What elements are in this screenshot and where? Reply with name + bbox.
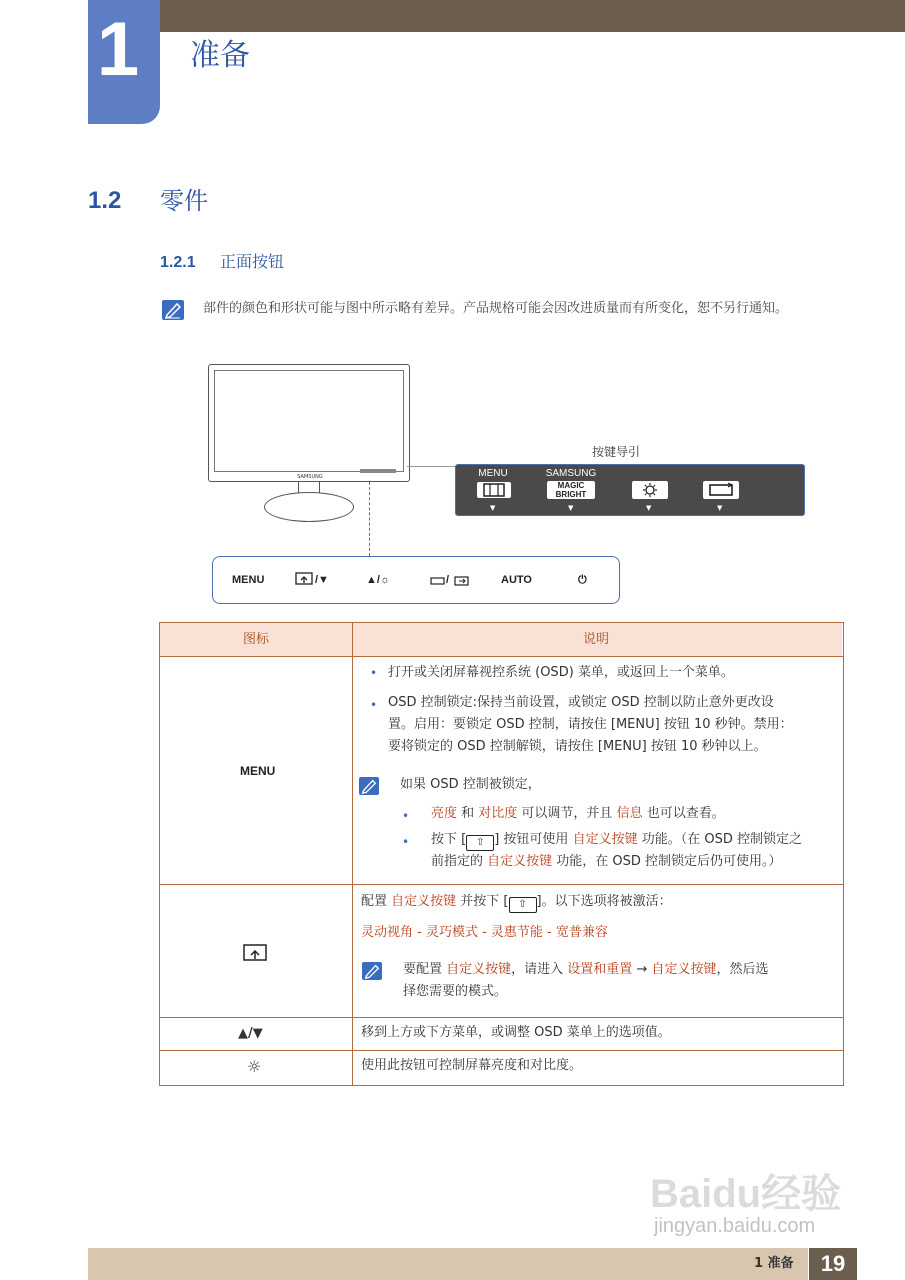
bullet-icon: • <box>402 809 410 823</box>
key-guide-arrow-icon: ▼ <box>717 504 723 512</box>
table-header-description: 说明 <box>583 632 610 647</box>
strip-power-button: ⏻ <box>578 574 587 586</box>
footer-chapter-label: 1 准备 <box>754 1256 794 1271</box>
brightness-icon <box>632 481 668 499</box>
table-divider <box>159 1050 843 1051</box>
chapter-number: 1 <box>96 7 140 92</box>
row-icon-menu: MENU <box>240 764 276 778</box>
custom-key-icon <box>295 571 313 585</box>
table-divider <box>159 884 843 885</box>
section-number: 1.2 <box>88 187 122 214</box>
monitor-front-buttons <box>360 469 396 473</box>
menu-note-sub2: 按下 [ ⇧ ] 按钮可使用 自定义按键 功能。（在 OSD 控制锁定之 前指定的 自定义按键 功能，在 OSD 控制锁定后仍可使用。） <box>431 832 802 869</box>
menu-desc-bullet1: 打开或关闭屏幕视控系统 (OSD) 菜单，或返回上一个菜单。 <box>388 665 734 680</box>
note-intro-text: 部件的颜色和形状可能与图中所示略有差异。产品规格可能会因改进质量而有所变化，恕不另行通知。 <box>203 301 789 316</box>
key-guide-samsung-label: SAMSUNG <box>545 468 597 479</box>
key-guide-menu-label: MENU <box>478 468 508 479</box>
bullet-icon: • <box>370 666 378 680</box>
section-title: 零件 <box>160 187 208 215</box>
updown-desc: 移到上方或下方菜单，或调整 OSD 菜单上的选项值。 <box>361 1025 671 1040</box>
baidu-watermark: Baidu经验 <box>650 1172 842 1216</box>
menu-desc-bullet2: OSD 控制锁定:保持当前设置，或锁定 OSD 控制以防止意外更改设 置。启用：要锁定 OSD 控制，请按住 [MENU] 按钮 10 秒钟。禁用： 要将锁定的 OSD 控制解锁，请按住 [MENU] 按钮 10 秒钟以上。 <box>388 695 793 754</box>
row-icon-brightness: ☼ <box>247 1057 262 1076</box>
custom-key-icon: ⇧ <box>509 897 537 913</box>
header-bar <box>160 0 905 32</box>
subsection-title: 正面按钮 <box>220 252 285 271</box>
menu-note-title: 如果 OSD 控制被锁定， <box>400 777 541 792</box>
table-divider <box>159 656 843 657</box>
note-icon <box>362 962 382 980</box>
note-icon <box>162 300 184 320</box>
custom-key-icon: ⇧ <box>466 835 494 851</box>
monitor-screen <box>214 370 404 472</box>
watermark-url: jingyan.baidu.com <box>654 1215 816 1237</box>
note-icon <box>359 777 379 795</box>
callout-dashed-line <box>369 482 370 556</box>
source-small-icon <box>430 572 446 584</box>
table-divider <box>159 1017 843 1018</box>
menu-icon <box>477 482 511 498</box>
callout-line <box>407 466 457 467</box>
custom-modes: 灵动视角 - 灵巧模式 - 灵惠节能 - 宽普兼容 <box>361 925 608 940</box>
key-guide-label: 按键导引 <box>592 445 641 459</box>
monitor-stand-base <box>264 492 354 522</box>
magic-bright-icon: MAGIC BRIGHT <box>547 481 595 499</box>
subsection-number: 1.2.1 <box>160 254 196 271</box>
table-header-icon: 图标 <box>243 632 270 647</box>
key-guide-arrow-icon: ▼ <box>490 504 496 512</box>
monitor-brand: SAMSUNG <box>297 474 323 480</box>
source-icon <box>703 481 739 499</box>
custom-desc-line1: 配置 自定义按键 并按下 [ ⇧ ]。以下选项将被激活： <box>361 891 831 913</box>
table-column-divider <box>352 622 353 1085</box>
strip-up-brightness-button: ▲/☼ <box>366 574 391 586</box>
page-number: 19 <box>820 1251 846 1276</box>
strip-menu-button: MENU <box>232 574 265 586</box>
strip-custom-down-button: /▼ <box>315 574 329 586</box>
bullet-icon: • <box>402 835 410 849</box>
key-guide-arrow-icon: ▼ <box>646 504 652 512</box>
strip-source-button: / <box>446 574 450 586</box>
row-icon-custom-key <box>243 944 267 962</box>
menu-note-sub1: 亮度 和 对比度 可以调节，并且 信息 也可以查看。 <box>431 806 725 821</box>
brightness-desc: 使用此按钮可控制屏幕亮度和对比度。 <box>361 1058 583 1073</box>
bullet-icon: • <box>370 698 378 712</box>
footer-bar <box>88 1248 808 1280</box>
strip-auto-button: AUTO <box>501 574 532 586</box>
custom-note: 要配置 自定义按键，请进入 设置和重置 → 自定义按键，然后选 择您需要的模式。 <box>403 962 769 999</box>
key-guide-arrow-icon: ▼ <box>568 504 574 512</box>
row-icon-up-down: ▲/▼ <box>238 1026 263 1041</box>
enter-small-icon <box>454 572 470 584</box>
front-button-strip <box>212 556 620 604</box>
chapter-title: 准备 <box>190 38 250 73</box>
